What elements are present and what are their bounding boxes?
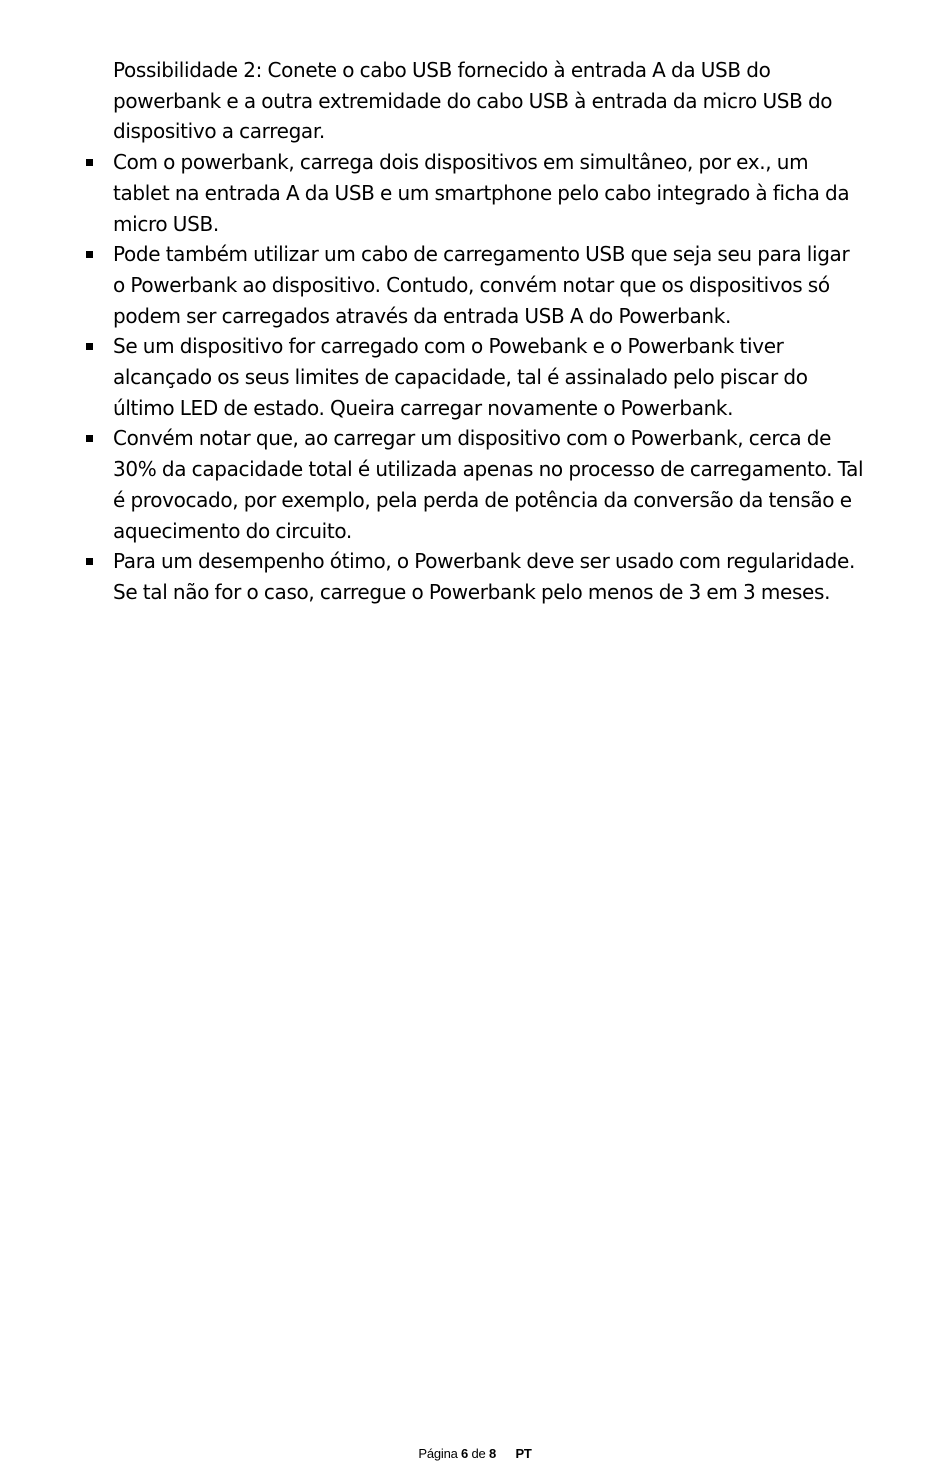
list-item-text: Se um dispositivo for carregado com o Powebank e o Powerbank tiver alcançado os seus limites de capacidade, tal é assinalado pelo piscar do último LED de estado. Queira carregar novamente o Powerbank.	[113, 334, 808, 420]
list-item-text: Com o powerbank, carrega dois dispositivos em simultâneo, por ex., um tablet na entrada A da USB e um smartphone pelo cabo integrado à ficha da micro USB.	[113, 150, 850, 236]
intro-paragraph: Possibilidade 2: Conete o cabo USB fornecido à entrada A da USB do powerbank e a outra extremidade do cabo USB à entrada da micro USB do dispositivo a carregar.	[113, 58, 833, 144]
square-bullet-icon	[86, 435, 93, 442]
page-word: Página	[418, 1446, 458, 1461]
square-bullet-icon	[86, 343, 93, 350]
list-item	[113, 331, 865, 423]
list-item	[113, 239, 865, 331]
square-bullet-icon	[86, 251, 93, 258]
list-item	[113, 546, 865, 607]
list-item-text: Pode também utilizar um cabo de carregamento USB que seja seu para ligar o Powerbank ao dispositivo. Contudo, convém notar que os dispositivos só podem ser carregados através da entrada USB A do Powerbank.	[113, 242, 850, 328]
list-item-text: Convém notar que, ao carregar um dispositivo com o Powerbank, cerca de 30% da capacidade total é utilizada apenas no processo de carregamento. Tal é provocado, por exemplo, pela perda de potência da conversão da tensão e aquecimento do circuito.	[113, 426, 864, 543]
square-bullet-icon	[86, 558, 93, 565]
list-item	[113, 147, 865, 239]
of-word: de	[471, 1446, 486, 1461]
total-pages-number: 8	[488, 1446, 497, 1461]
list-item	[113, 423, 865, 546]
list-item-text: Para um desempenho ótimo, o Powerbank deve ser usado com regularidade. Se tal não for o caso, carregue o Powerbank pelo menos de 3 em 3 meses.	[113, 549, 855, 604]
language-code: PT	[515, 1446, 532, 1461]
page-footer	[0, 1446, 950, 1461]
square-bullet-icon	[86, 159, 93, 166]
document-body	[113, 55, 865, 608]
current-page-number: 6	[461, 1446, 469, 1461]
bullet-list	[113, 147, 865, 608]
